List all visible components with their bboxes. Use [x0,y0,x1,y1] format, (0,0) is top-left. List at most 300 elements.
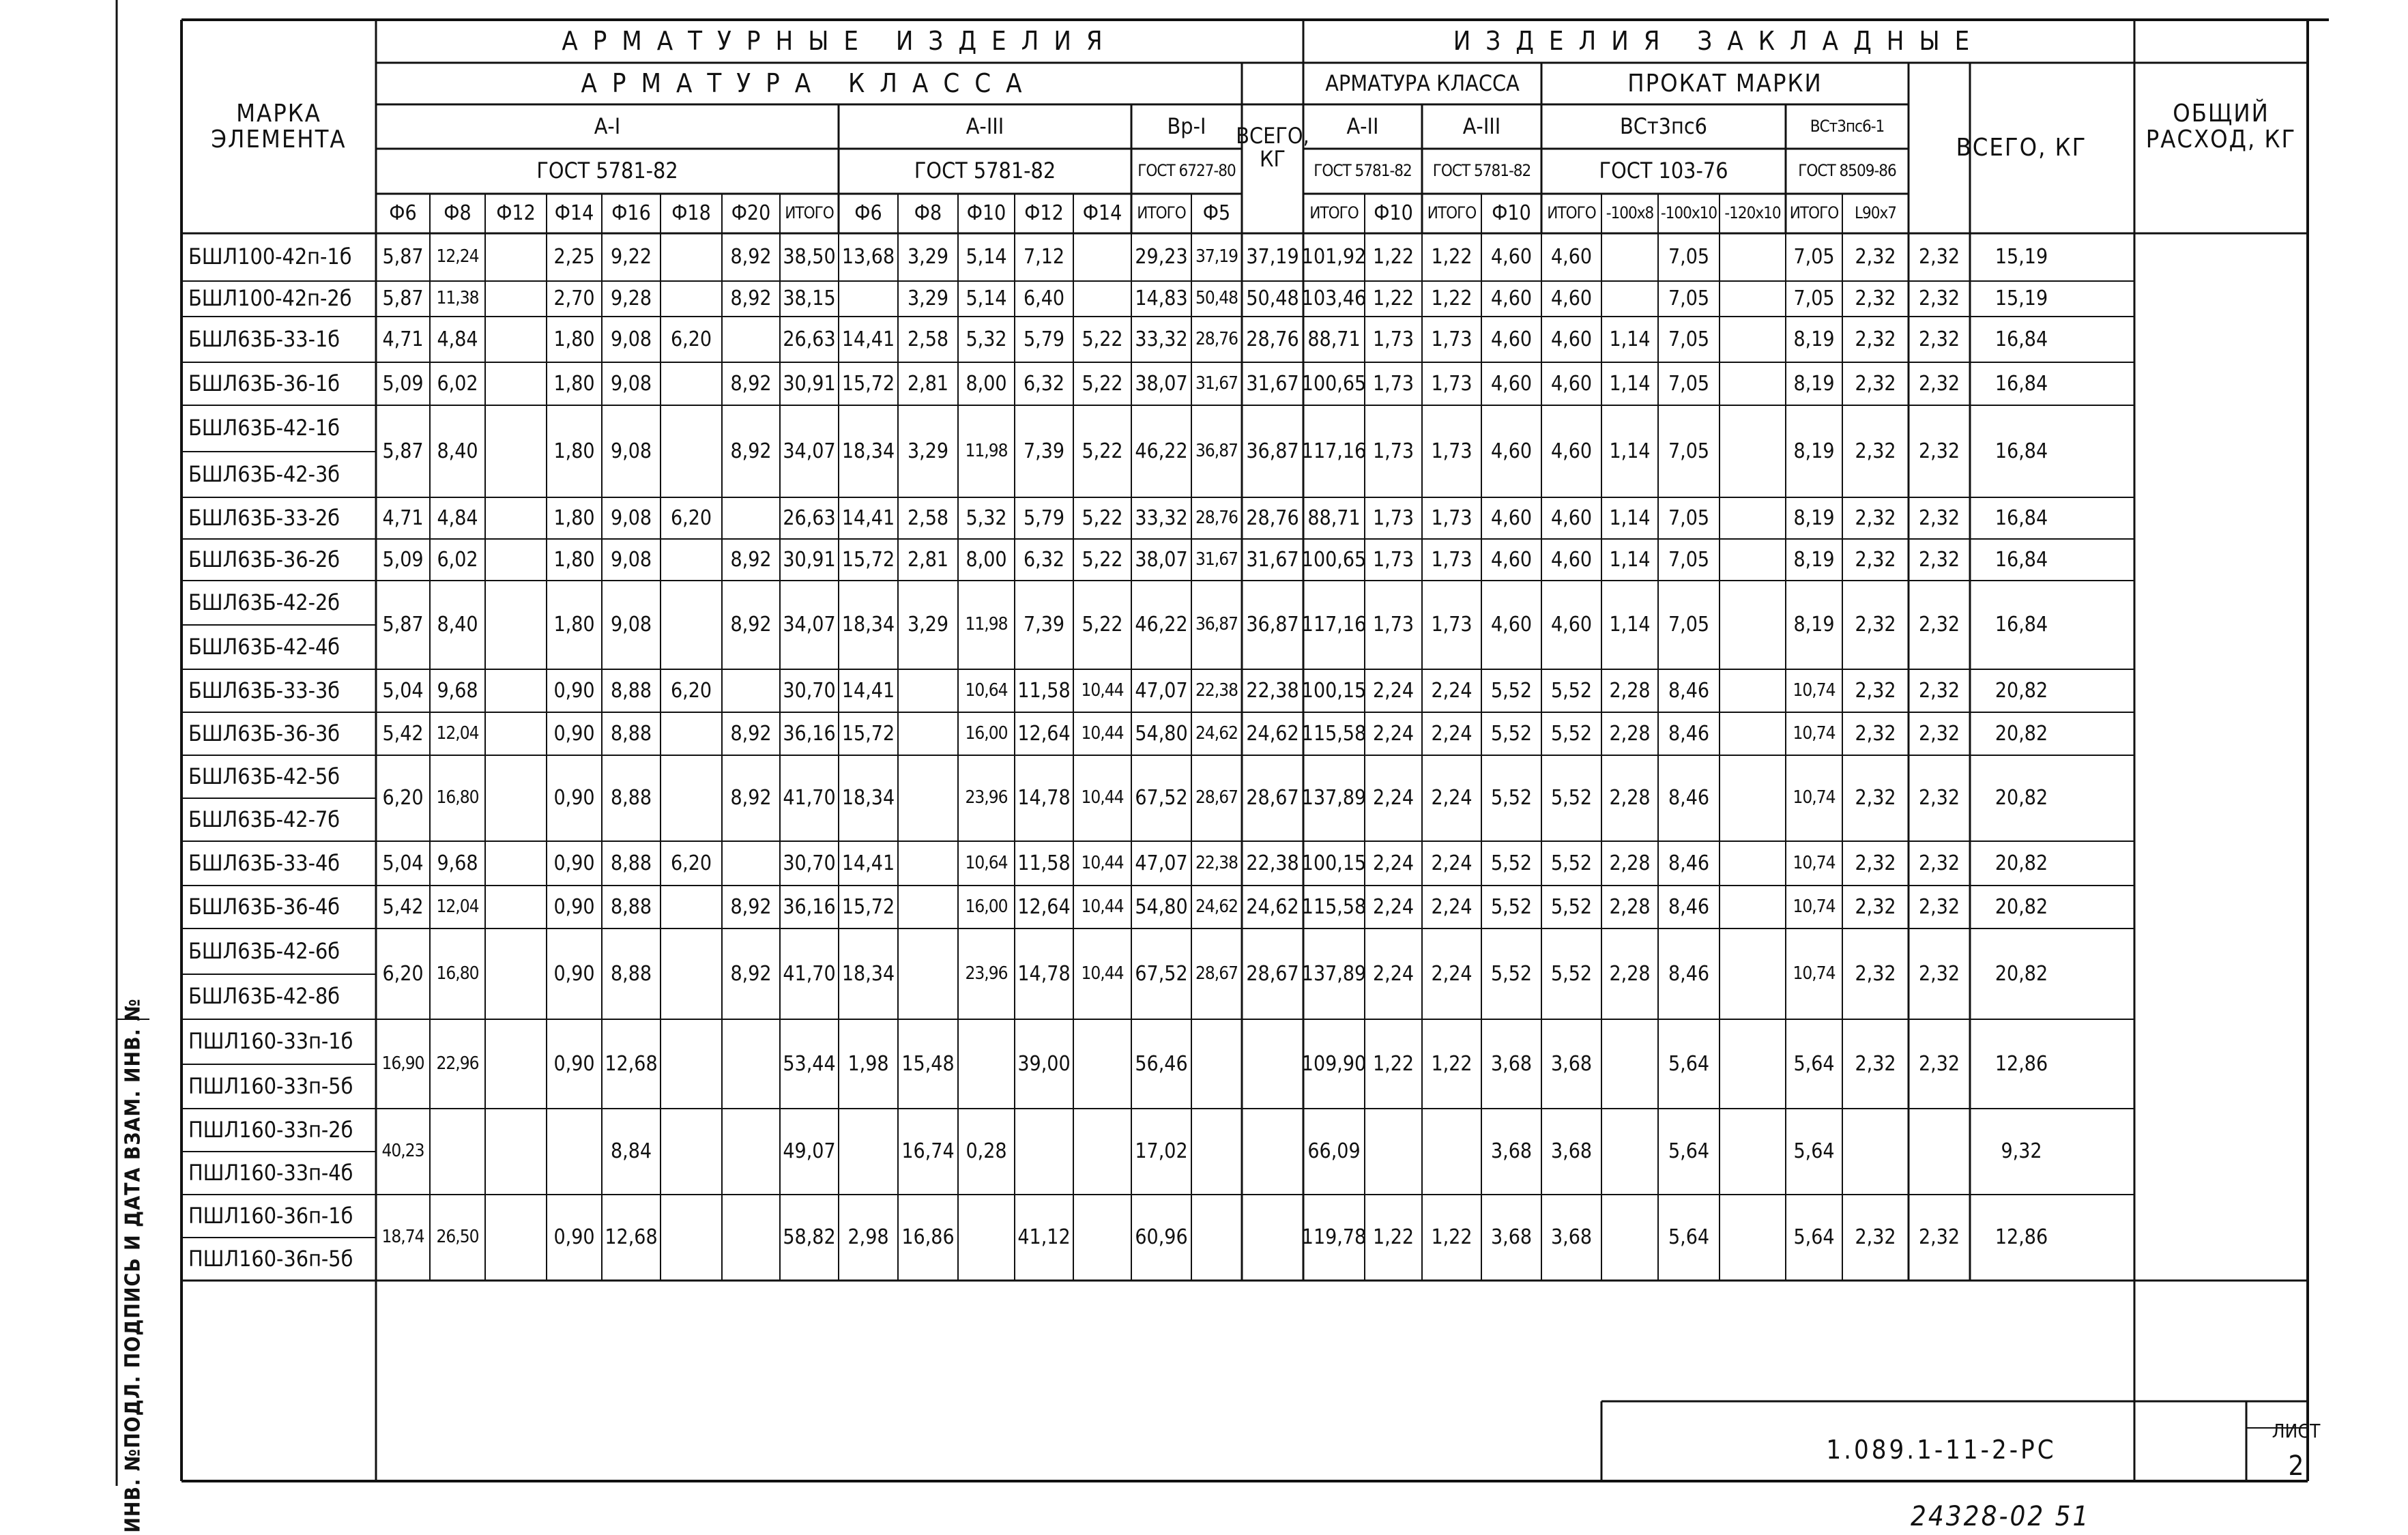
value-cell: 41,70 [783,961,836,986]
value-cell: 5,04 [382,678,424,703]
value-cell: 6,02 [437,371,478,396]
value-cell [485,1109,547,1195]
value-cell: 53,44 [783,1051,836,1076]
value-cell: 30,70 [783,678,836,703]
value-cell: 8,92 [730,613,772,637]
value-cell: 1,22 [1431,245,1473,269]
value-cell: 137,89 [1301,786,1367,810]
class-bp1: Вр-I [1167,113,1206,139]
value-cell: 8,00 [966,547,1007,572]
value-cell: 36,16 [783,894,836,919]
value-cell: 2,32 [1918,721,1960,746]
value-cell: 2,32 [1855,439,1896,463]
column-header: ИТОГО [1137,203,1186,223]
value-cell [1191,1019,1242,1109]
value-cell: 109,90 [1301,1051,1367,1076]
value-cell: 2,28 [1609,894,1651,919]
value-cell: 100,15 [1301,678,1367,703]
value-cell: 1,73 [1372,439,1415,463]
value-cell: 16,80 [436,963,479,984]
value-cell: 8,19 [1793,371,1835,396]
value-cell [1601,281,1658,317]
value-cell: 8,92 [730,245,772,269]
value-cell: 50,48 [1195,288,1238,309]
value-cell [661,1019,722,1109]
value-cell: 54,80 [1135,721,1188,746]
value-cell: 15,72 [841,894,895,919]
value-cell: 5,52 [1490,894,1533,919]
value-cell: 9,08 [610,506,652,530]
value-cell [898,929,958,1019]
value-cell: 8,92 [730,287,772,311]
value-cell: 1,73 [1431,327,1473,351]
value-cell: 5,14 [966,245,1007,269]
value-cell: 36,16 [783,721,836,746]
value-cell [1720,233,1786,281]
value-cell: 0,28 [966,1139,1007,1164]
value-cell: 10,44 [1081,896,1124,917]
column-header: ИТОГО [1309,203,1359,223]
value-cell [661,539,722,581]
value-cell [898,712,958,755]
value-cell [485,317,547,362]
value-cell: 2,24 [1431,678,1473,703]
value-cell [485,1195,547,1281]
value-cell: 12,04 [436,722,479,744]
value-cell: 7,12 [1023,245,1065,269]
value-cell [661,362,722,405]
value-cell [485,886,547,929]
element-mark: БШЛ63Б-33-3б [188,677,340,703]
value-cell [1720,1195,1786,1281]
value-cell [722,497,780,539]
value-cell: 88,71 [1307,506,1361,530]
value-cell: 14,78 [1017,961,1071,986]
armaturnye-header: АРМАТУРНЫЕ ИЗДЕЛИЯ [562,25,1118,56]
value-cell: 15,19 [1994,287,2048,311]
sheet-label: ЛИСТ [2272,1419,2321,1442]
value-cell [1073,1109,1131,1195]
value-cell [1720,712,1786,755]
value-cell [430,1109,485,1195]
value-cell: 2,32 [1855,547,1896,572]
value-cell: 1,73 [1372,547,1415,572]
value-cell [485,539,547,581]
value-cell: 4,60 [1550,327,1593,351]
value-cell: 12,86 [1994,1225,2048,1250]
value-cell: 8,40 [437,613,478,637]
value-cell: 8,46 [1668,851,1710,875]
value-cell: 50,48 [1246,287,1299,311]
gost-a1: ГОСТ 5781-82 [536,158,678,184]
value-cell: 7,05 [1668,287,1710,311]
value-cell: 8,46 [1668,786,1710,810]
value-cell: 5,52 [1550,894,1593,919]
value-cell [898,886,958,929]
value-cell [1365,1109,1422,1195]
value-cell: 16,84 [1994,506,2048,530]
value-cell: 28,76 [1195,328,1238,349]
value-cell: 8,92 [730,961,772,986]
value-cell: 16,84 [1994,547,2048,572]
value-cell: 2,32 [1918,613,1960,637]
value-cell: 67,52 [1135,961,1188,986]
column-header: ИТОГО [1547,203,1596,223]
value-cell: 5,52 [1490,961,1533,986]
value-cell [1073,1195,1131,1281]
value-cell: 4,84 [437,506,478,530]
value-cell: 16,84 [1994,327,2048,351]
value-cell: 9,68 [437,851,478,875]
column-header: Ф12 [496,201,536,226]
value-cell: 2,32 [1918,894,1960,919]
z-gost-a3: ГОСТ 5781-82 [1432,161,1531,181]
value-cell: 6,32 [1023,371,1065,396]
value-cell: 28,76 [1246,506,1299,530]
value-cell: 2,32 [1918,371,1960,396]
value-cell: 28,76 [1195,507,1238,528]
value-cell: 8,92 [730,786,772,810]
element-mark: БШЛ100-42п-1б [188,244,352,270]
element-mark: БШЛ63Б-42-3б [188,460,340,487]
value-cell: 18,34 [841,439,895,463]
value-cell: 11,38 [436,288,479,309]
value-cell: 41,12 [1017,1225,1071,1250]
value-cell: 2,32 [1855,613,1896,637]
value-cell: 4,60 [1550,547,1593,572]
vsego-kg-z-header: ВСЕГО, КГ [1956,134,2087,162]
column-header: ИТОГО [1427,203,1477,223]
value-cell: 6,20 [382,786,424,810]
value-cell [958,1019,1015,1109]
value-cell: 4,60 [1490,327,1533,351]
value-cell: 7,05 [1668,613,1710,637]
value-cell [1720,405,1786,497]
value-cell: 1,73 [1372,506,1415,530]
element-mark: БШЛ63Б-33-2б [188,504,340,531]
value-cell: 36,87 [1195,440,1238,461]
value-cell: 2,25 [553,245,595,269]
value-cell [485,405,547,497]
value-cell: 0,90 [553,1051,595,1076]
value-cell: 5,64 [1793,1139,1835,1164]
value-cell: 8,19 [1793,613,1835,637]
value-cell: 24,62 [1195,722,1238,744]
value-cell: 28,76 [1246,327,1299,351]
value-cell: 2,32 [1855,851,1896,875]
obshchiy-header: ОБЩИЙ РАСХОД, КГ [2145,99,2297,154]
value-cell: 5,42 [382,721,424,746]
class-a1: А-I [594,113,621,139]
value-cell: 9,28 [610,287,652,311]
value-cell: 3,29 [907,287,949,311]
value-cell: 4,60 [1550,439,1593,463]
value-cell: 0,90 [553,1225,595,1250]
value-cell: 8,46 [1668,721,1710,746]
element-mark: ПШЛ160-33п-1б [188,1028,353,1055]
value-cell [661,712,722,755]
value-cell: 24,62 [1246,721,1299,746]
value-cell: 10,64 [965,852,1008,873]
value-cell: 37,19 [1246,245,1299,269]
value-cell: 2,32 [1918,1225,1960,1250]
value-cell: 100,65 [1301,371,1367,396]
value-cell: 15,48 [901,1051,955,1076]
value-cell: 0,90 [553,786,595,810]
value-cell: 2,32 [1855,245,1896,269]
value-cell: 2,81 [907,547,949,572]
column-header: ИТОГО [785,203,834,223]
value-cell: 41,70 [783,786,836,810]
value-cell [1720,539,1786,581]
value-cell: 30,91 [783,547,836,572]
value-cell: 3,68 [1550,1139,1593,1164]
value-cell: 36,87 [1195,614,1238,635]
value-cell: 5,32 [966,327,1007,351]
side-stamp [117,998,149,1533]
value-cell: 20,82 [1994,678,2048,703]
value-cell: 5,04 [382,851,424,875]
element-mark: БШЛ100-42п-2б [188,285,352,312]
value-cell: 5,79 [1023,506,1065,530]
value-cell [1720,497,1786,539]
value-cell: 30,70 [783,851,836,875]
prokat-marki-header: ПРОКАТ МАРКИ [1627,69,1823,98]
value-cell: 5,22 [1082,327,1123,351]
value-cell: 1,80 [553,506,595,530]
value-cell: 5,64 [1793,1051,1835,1076]
value-cell: 1,73 [1431,547,1473,572]
value-cell [839,1109,898,1195]
value-cell: 7,05 [1668,245,1710,269]
value-cell: 100,65 [1301,547,1367,572]
value-cell: 2,24 [1431,851,1473,875]
value-cell: 8,84 [610,1139,652,1164]
column-header: -100х10 [1660,203,1717,223]
value-cell: 1,73 [1372,327,1415,351]
value-cell [898,755,958,841]
value-cell: 7,05 [1668,506,1710,530]
value-cell: 10,74 [1793,896,1836,917]
value-cell: 18,34 [841,961,895,986]
value-cell [1720,281,1786,317]
value-cell: 14,83 [1135,287,1188,311]
value-cell: 14,41 [841,678,895,703]
value-cell: 29,23 [1135,245,1188,269]
value-cell: 4,60 [1490,613,1533,637]
value-cell: 4,60 [1490,245,1533,269]
value-cell: 40,23 [381,1141,424,1162]
value-cell: 8,46 [1668,894,1710,919]
value-cell: 60,96 [1135,1225,1188,1250]
value-cell [722,317,780,362]
value-cell: 4,60 [1490,506,1533,530]
value-cell: 2,32 [1855,786,1896,810]
z-class-a3: А-III [1462,113,1501,139]
value-cell: 36,87 [1246,613,1299,637]
value-cell: 8,88 [610,786,652,810]
column-header: ИТОГО [1789,203,1839,223]
value-cell: 10,44 [1081,722,1124,744]
column-header: Ф16 [611,201,651,226]
value-cell: 5,64 [1668,1051,1710,1076]
value-cell: 2,28 [1609,786,1651,810]
value-cell: 100,15 [1301,851,1367,875]
value-cell [485,669,547,712]
value-cell: 14,41 [841,327,895,351]
vst3-1-header: ВСт3пс6-1 [1810,116,1885,136]
value-cell: 2,32 [1918,786,1960,810]
document-code: 1.089.1-11-2-РС [1826,1435,2057,1465]
value-cell: 4,60 [1550,245,1593,269]
value-cell: 7,05 [1668,547,1710,572]
value-cell: 2,32 [1918,678,1960,703]
element-mark: ПШЛ160-33п-5б [188,1072,353,1099]
value-cell [485,841,547,886]
value-cell: 7,39 [1023,439,1065,463]
value-cell [898,841,958,886]
value-cell: 8,88 [610,721,652,746]
value-cell: 1,98 [847,1051,889,1076]
value-cell: 11,98 [965,440,1008,461]
value-cell [661,1195,722,1281]
value-cell: 9,08 [610,439,652,463]
value-cell: 38,15 [783,287,836,311]
element-mark: БШЛ63Б-42-8б [188,983,340,1010]
value-cell: 5,64 [1668,1139,1710,1164]
element-mark: БШЛ63Б-42-1б [188,415,340,441]
value-cell: 8,00 [966,371,1007,396]
value-cell: 6,20 [382,961,424,986]
value-cell: 88,71 [1307,327,1361,351]
value-cell: 3,68 [1490,1225,1533,1250]
value-cell: 1,22 [1372,1225,1415,1250]
value-cell: 3,68 [1550,1225,1593,1250]
value-cell [1720,1109,1786,1195]
value-cell: 7,05 [1668,327,1710,351]
value-cell: 8,46 [1668,678,1710,703]
value-cell [1720,317,1786,362]
value-cell: 16,90 [381,1053,424,1074]
value-cell [661,281,722,317]
value-cell: 1,22 [1372,1051,1415,1076]
element-mark: БШЛ63Б-42-7б [188,806,340,832]
value-cell: 38,07 [1135,371,1188,396]
value-cell: 1,14 [1609,547,1651,572]
value-cell: 2,32 [1855,894,1896,919]
value-cell [1191,1195,1242,1281]
value-cell: 9,08 [610,371,652,396]
value-cell: 2,32 [1918,245,1960,269]
value-cell: 2,24 [1431,894,1473,919]
value-cell: 5,87 [382,287,424,311]
value-cell: 2,24 [1431,786,1473,810]
value-cell [839,281,898,317]
value-cell: 5,52 [1550,961,1593,986]
value-cell: 2,32 [1918,1051,1960,1076]
value-cell: 2,32 [1918,287,1960,311]
value-cell: 12,04 [436,896,479,917]
element-mark: ПШЛ160-33п-2б [188,1116,353,1143]
value-cell: 11,58 [1017,851,1071,875]
value-cell: 12,86 [1994,1051,2048,1076]
value-cell: 18,74 [381,1227,424,1248]
value-cell: 0,90 [553,721,595,746]
value-cell: 10,64 [965,679,1008,701]
value-cell: 5,52 [1490,678,1533,703]
value-cell: 5,52 [1490,786,1533,810]
value-cell: 2,32 [1855,1225,1896,1250]
value-cell: 0,90 [553,851,595,875]
vst3-gost: ГОСТ 103-76 [1599,158,1728,184]
value-cell: 47,07 [1135,678,1188,703]
value-cell [1601,233,1658,281]
vsego-kg-a-header: ВСЕГО, КГ [1236,123,1309,172]
value-cell: 5,09 [382,547,424,572]
value-cell: 6,32 [1023,547,1065,572]
value-cell: 8,19 [1793,506,1835,530]
vst3-header: ВСт3пс6 [1620,113,1707,139]
value-cell: 2,32 [1855,371,1896,396]
column-header: L90х7 [1855,203,1896,223]
value-cell [1073,281,1131,317]
value-cell: 54,80 [1135,894,1188,919]
value-cell: 3,68 [1490,1051,1533,1076]
value-cell [722,1109,780,1195]
column-header: -120х10 [1724,203,1781,223]
value-cell: 15,19 [1994,245,2048,269]
value-cell [661,755,722,841]
value-cell: 5,22 [1082,547,1123,572]
value-cell: 8,19 [1793,327,1835,351]
value-cell: 8,92 [730,721,772,746]
value-cell: 2,58 [907,327,949,351]
value-cell [1601,1195,1658,1281]
value-cell: 20,82 [1994,851,2048,875]
value-cell: 2,32 [1855,287,1896,311]
value-cell: 5,09 [382,371,424,396]
value-cell: 8,88 [610,961,652,986]
value-cell: 28,67 [1246,786,1299,810]
value-cell: 8,88 [610,851,652,875]
value-cell: 1,14 [1609,439,1651,463]
value-cell: 10,74 [1793,787,1836,808]
value-cell: 8,88 [610,678,652,703]
value-cell: 2,24 [1372,678,1415,703]
element-mark: БШЛ63Б-42-4б [188,633,340,660]
column-header: Ф14 [554,201,594,226]
value-cell: 20,82 [1994,721,2048,746]
value-cell: 7,39 [1023,613,1065,637]
value-cell: 14,78 [1017,786,1071,810]
value-cell [485,581,547,669]
value-cell: 16,00 [965,896,1008,917]
value-cell: 2,28 [1609,678,1651,703]
value-cell: 3,68 [1490,1139,1533,1164]
value-cell: 2,32 [1918,327,1960,351]
value-cell: 6,20 [670,327,712,351]
value-cell: 5,79 [1023,327,1065,351]
value-cell: 2,32 [1918,547,1960,572]
value-cell: 12,68 [605,1225,658,1250]
value-cell [1720,581,1786,669]
value-cell: 6,20 [670,506,712,530]
column-header: Ф12 [1024,201,1064,226]
value-cell [485,362,547,405]
element-mark: БШЛ63Б-42-6б [188,937,340,964]
element-mark: БШЛ63Б-33-4б [188,849,340,876]
value-cell: 1,14 [1609,506,1651,530]
